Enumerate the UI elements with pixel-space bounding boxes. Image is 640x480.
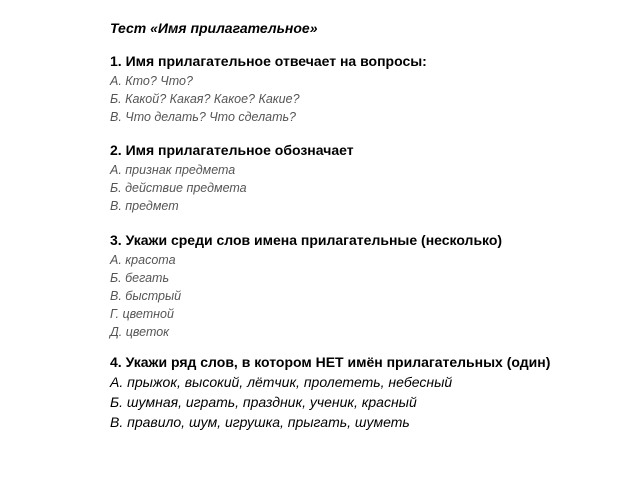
question-1 [110, 53, 600, 126]
question-4-text: 4. Укажи ряд слов, в котором НЕТ имён прилагательных (один) [110, 354, 551, 370]
question-2-option-a: А. признак предмета [110, 163, 236, 177]
question-4-option-c: В. правило, шум, игрушка, прыгать, шуметь [110, 414, 410, 430]
question-3-option-b: Б. бегать [110, 271, 170, 285]
question-4 [90, 354, 580, 432]
question-1-option-b: Б. Какой? Какая? Какое? Какие? [110, 92, 300, 106]
question-2-option-c: В. предмет [110, 199, 179, 213]
question-1-option-c: В. Что делать? Что сделать? [110, 110, 297, 124]
question-2-option-b: Б. действие предмета [110, 181, 247, 195]
question-3-text: 3. Укажи среди слов имена прилагательные (несколько) [110, 232, 503, 248]
question-4-option-a: А. прыжок, высокий, лётчик, пролететь, небесный [110, 374, 453, 390]
question-2 [110, 142, 600, 215]
question-3-option-a: А. красота [110, 253, 176, 267]
question-2-text: 2. Имя прилагательное обозначает [110, 142, 354, 158]
question-4-option-b: Б. шумная, играть, праздник, ученик, красный [110, 394, 417, 410]
page-title: Тест «Имя прилагательное» [110, 20, 318, 36]
question-3-option-d: Г. цветной [110, 307, 174, 321]
question-1-text: 1. Имя прилагательное отвечает на вопросы: [110, 53, 427, 69]
question-3-option-e: Д. цветок [110, 325, 170, 339]
question-3-option-c: В. быстрый [110, 289, 182, 303]
question-1-option-a: А. Кто? Что? [110, 74, 193, 88]
question-3 [110, 232, 600, 341]
